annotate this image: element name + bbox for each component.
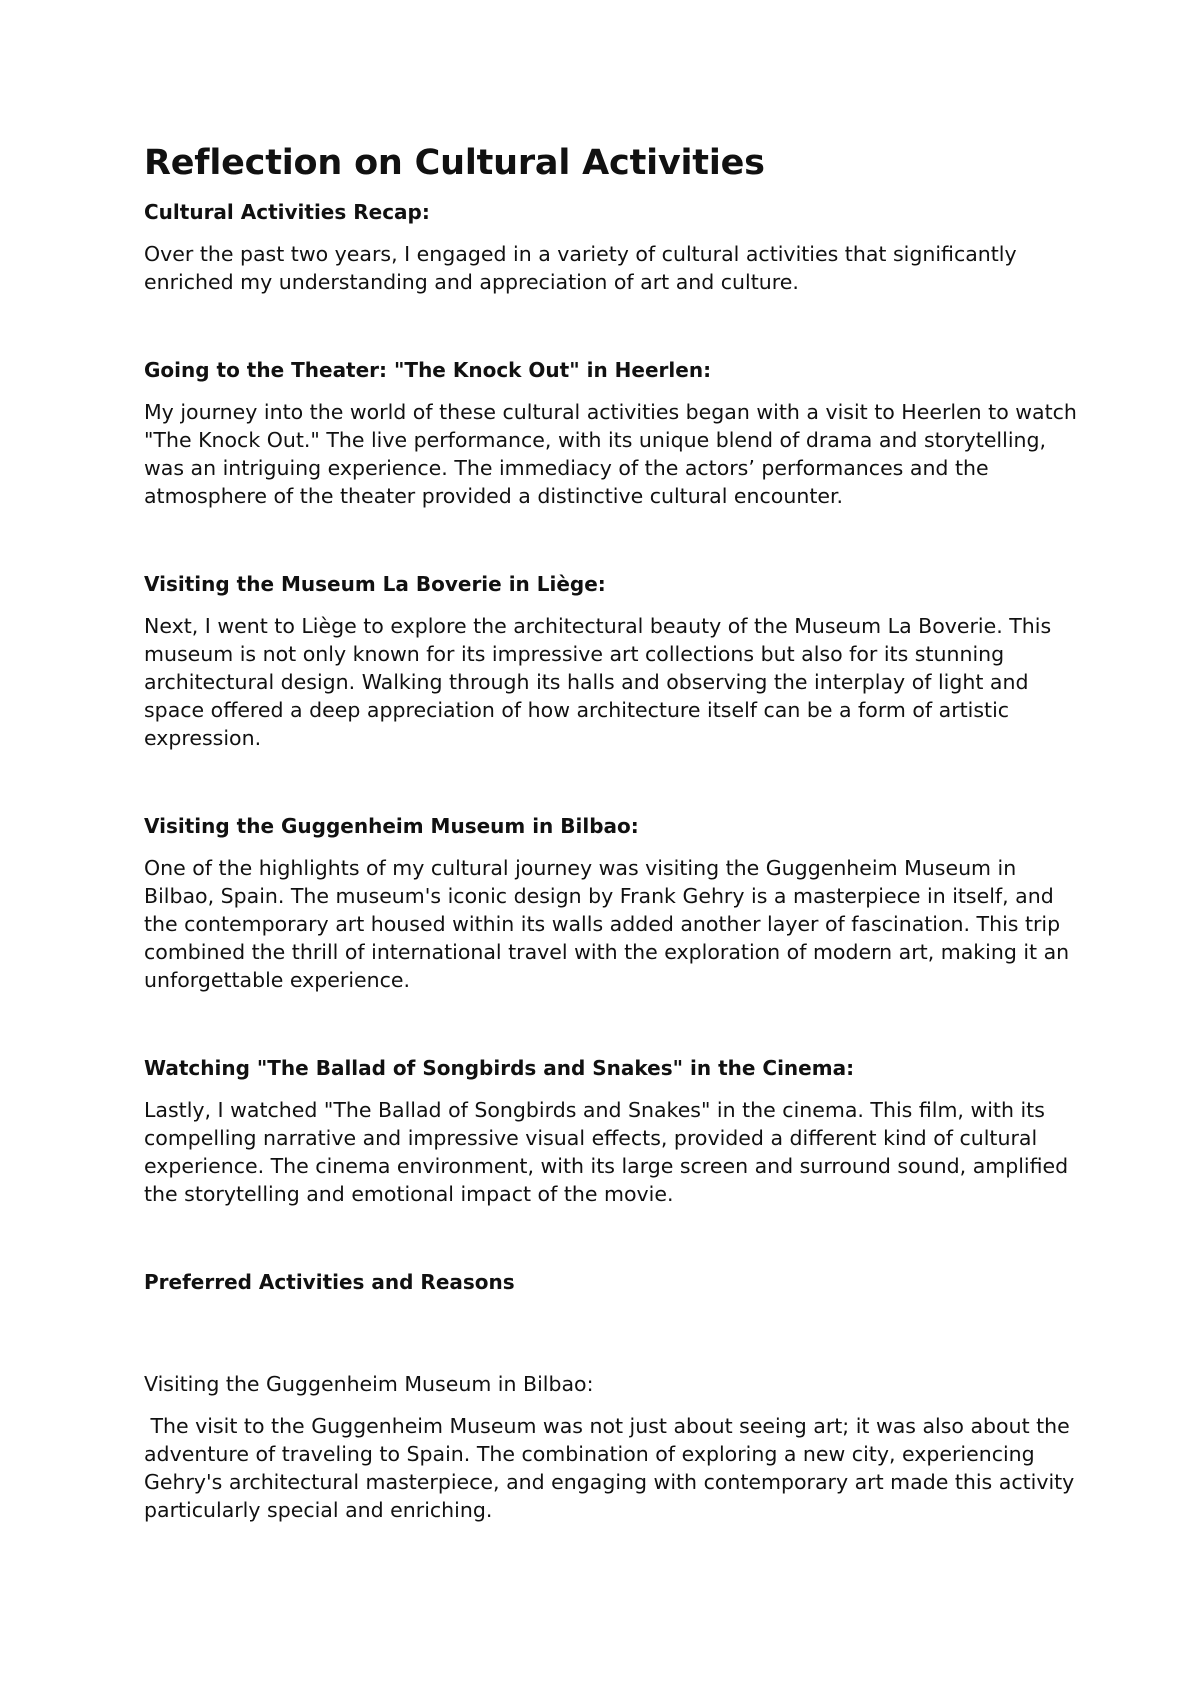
spacer (144, 1310, 1084, 1370)
intro-section (144, 198, 1084, 296)
section-paragraph: My journey into the world of these cultural activities began with a visit to Heerlen to watch "The Knock Out." The live performance, with its unique blend of drama and storytelling, was an intriguing experience. The immediacy of the actors’ performances and the atmosphere of the theater provided a distinctive cultural encounter. (144, 400, 1077, 508)
spacer (144, 994, 1084, 1054)
document-title: Reflection on Cultural Activities (144, 143, 765, 183)
spacer (144, 752, 1084, 812)
section-heading: Visiting the Guggenheim Museum in Bilbao: (144, 814, 639, 838)
preferred-paragraph: The visit to the Guggenheim Museum was not just about seeing art; it was also about the adventure of traveling to Spain. The combination of exploring a new city, experiencing Gehry's architectural masterpiece, and engaging with contemporary art made this activity particularly special and enriching. (144, 1414, 1081, 1522)
section-paragraph: One of the highlights of my cultural journey was visiting the Guggenheim Museum in Bilbao, Spain. The museum's iconic design by Frank Gehry is a masterpiece in itself, and the contemporary art housed within its walls added another layer of fascination. This trip combined the thrill of international travel with the exploration of modern art, making it an unforgettable experience. (144, 856, 1070, 992)
section-paragraph: Next, I went to Liège to explore the architectural beauty of the Museum La Boverie. This museum is not only known for its impressive art collections but also for its stunning architectural design. Walking through its halls and observing the interplay of light and space offered a deep appreciation of how architecture itself can be a form of artistic expression. (144, 614, 1052, 750)
intro-paragraph: Over the past two years, I engaged in a variety of cultural activities that significantly enriched my understanding and appreciation of art and culture. (144, 242, 1017, 294)
section-theater (144, 356, 1084, 510)
section-cinema (144, 1054, 1084, 1208)
section-heading: Watching "The Ballad of Songbirds and Snakes" in the Cinema: (144, 1056, 855, 1080)
spacer (144, 296, 1084, 356)
section-heading: Going to the Theater: "The Knock Out" in Heerlen: (144, 358, 712, 382)
section-paragraph: Lastly, I watched "The Ballad of Songbirds and Snakes" in the cinema. This film, with its compelling narrative and impressive visual effects, provided a different kind of cultural experience. The cinema environment, with its large screen and surround sound, amplified the storytelling and emotional impact of the movie. (144, 1098, 1069, 1206)
preferred-subheading: Visiting the Guggenheim Museum in Bilbao: (144, 1372, 594, 1396)
preferred-section (144, 1268, 1084, 1524)
preferred-heading: Preferred Activities and Reasons (144, 1270, 515, 1294)
section-heading: Visiting the Museum La Boverie in Liège: (144, 572, 606, 596)
section-la-boverie (144, 570, 1084, 752)
document-page (144, 138, 1084, 1524)
intro-heading: Cultural Activities Recap: (144, 200, 430, 224)
spacer (144, 1208, 1084, 1268)
spacer (144, 510, 1084, 570)
section-guggenheim (144, 812, 1084, 994)
